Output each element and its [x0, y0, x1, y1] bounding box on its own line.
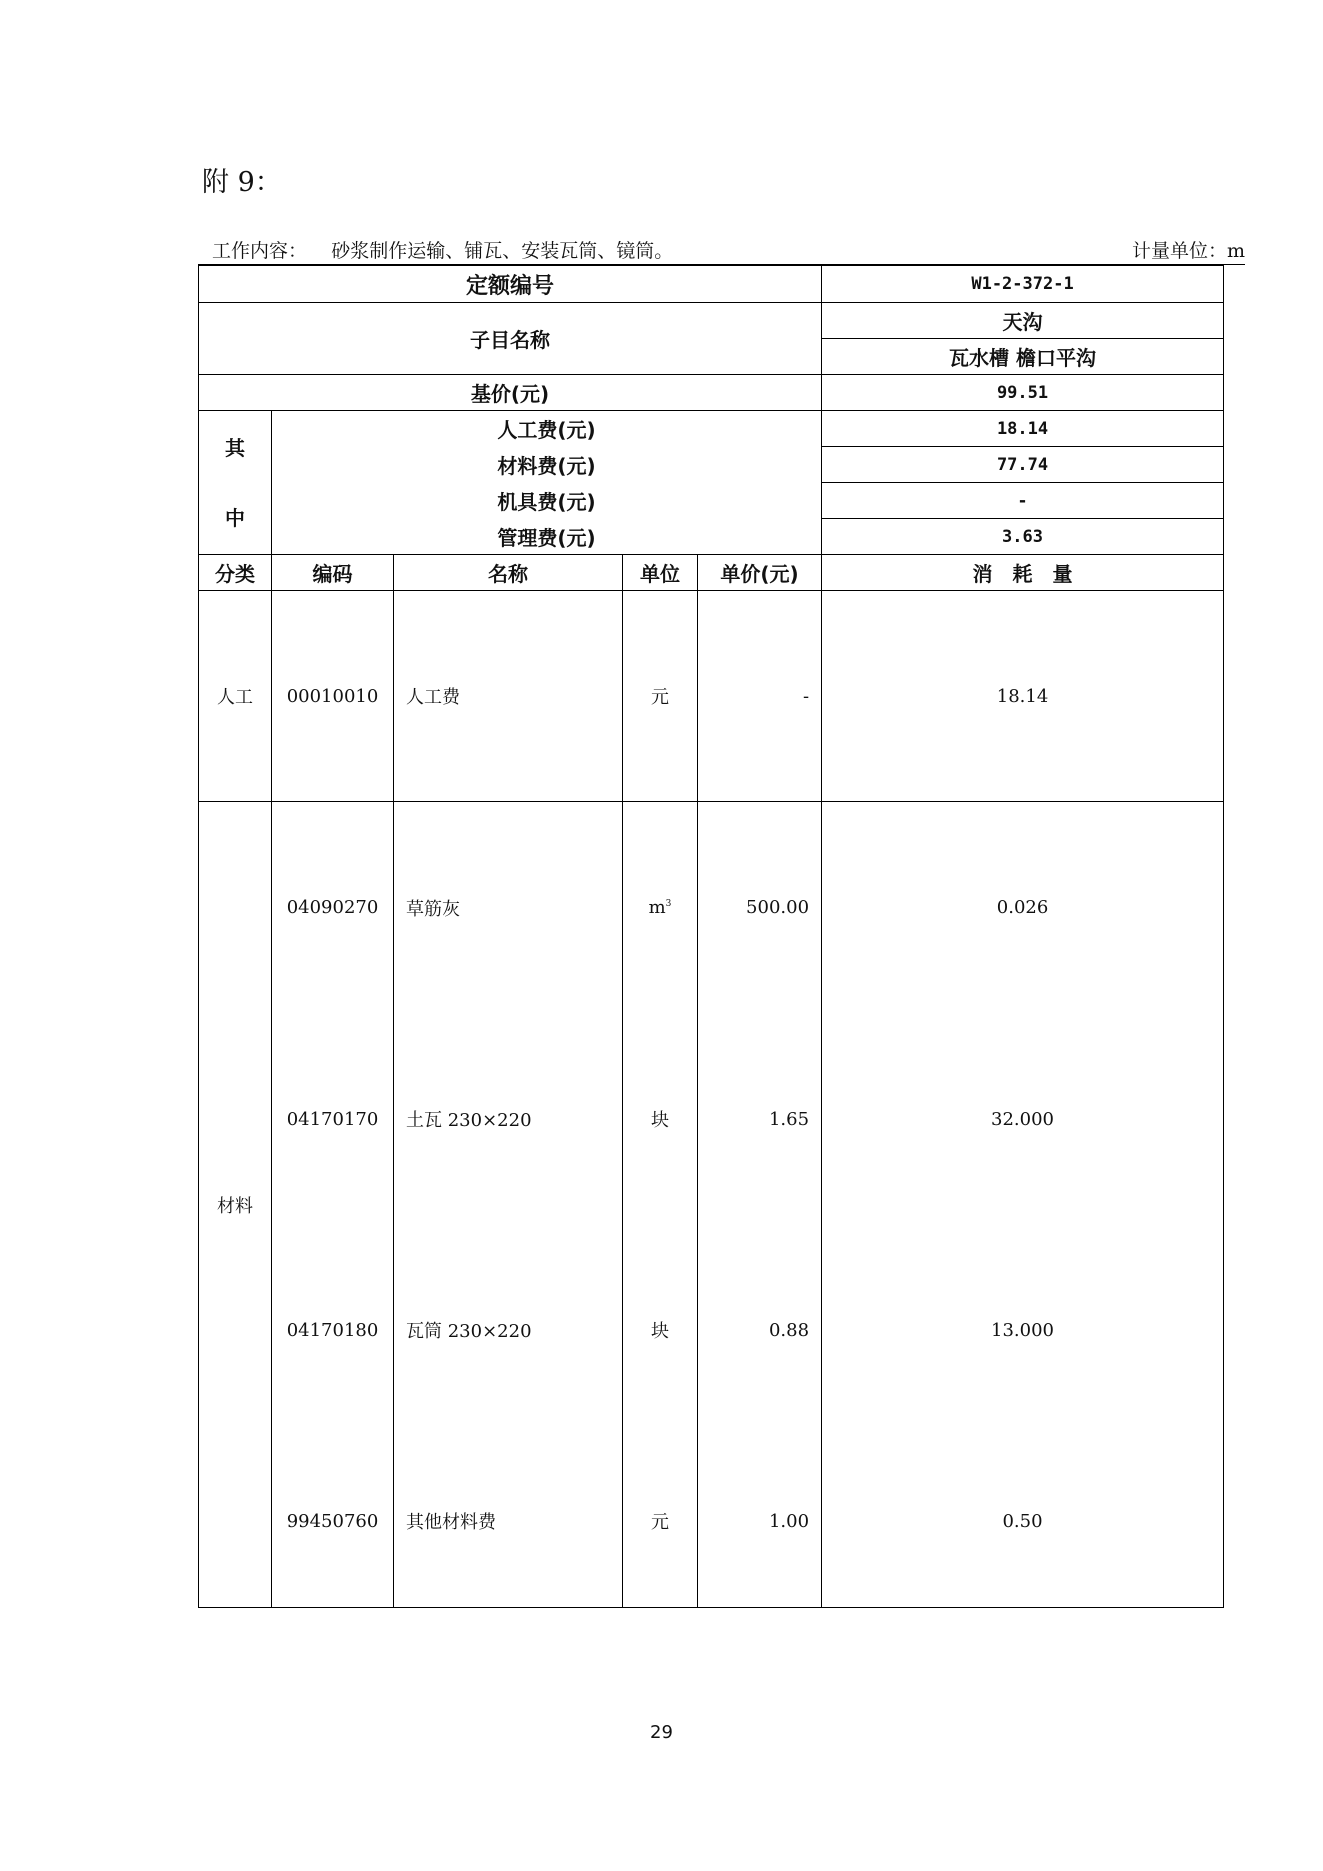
- col-code: 编码: [272, 555, 394, 591]
- col-unit-price: 单价(元): [698, 555, 822, 591]
- labor-code: 00010010: [272, 591, 394, 802]
- material-unit: 块: [623, 1014, 698, 1225]
- material-code: 99450760: [272, 1436, 394, 1608]
- material-unit: 块: [623, 1225, 698, 1436]
- among-label: [199, 411, 272, 555]
- material-consumption: 32.000: [822, 1014, 1224, 1225]
- material-unit: 元: [623, 1436, 698, 1608]
- labor-unit-price: -: [698, 591, 822, 802]
- work-content: [212, 236, 673, 263]
- material-name: 瓦筒 230×220: [394, 1225, 623, 1436]
- labor-unit: 元: [623, 591, 698, 802]
- machine-fee: -: [822, 483, 1224, 519]
- col-unit: 单位: [623, 555, 698, 591]
- material-name: 土瓦 230×220: [394, 1014, 623, 1225]
- material-consumption: 13.000: [822, 1225, 1224, 1436]
- among-label-2: 中: [225, 505, 245, 530]
- mgmt-fee: 3.63: [822, 519, 1224, 555]
- labor-name: 人工费: [394, 591, 623, 802]
- quota-no: W1-2-372-1: [822, 266, 1224, 303]
- item-name-1: 天沟: [822, 303, 1224, 339]
- labor-fee-label: 人工费(元): [272, 411, 822, 447]
- material-unit-price: 1.65: [698, 1014, 822, 1225]
- col-name: 名称: [394, 555, 623, 591]
- table-row-material: [199, 802, 1224, 1014]
- work-content-text: 砂浆制作运输、铺瓦、安装瓦筒、镜筒。: [331, 240, 674, 262]
- page-number: 29: [650, 1722, 673, 1743]
- material-code: 04170180: [272, 1225, 394, 1436]
- col-consumption: 消 耗 量: [822, 555, 1224, 591]
- material-code: 04170170: [272, 1014, 394, 1225]
- material-unit: [623, 802, 698, 1014]
- material-unit-sup: 3: [665, 899, 672, 910]
- material-consumption: 0.50: [822, 1436, 1224, 1608]
- material-fee: 77.74: [822, 447, 1224, 483]
- quota-no-label: 定额编号: [199, 266, 822, 303]
- among-label-1: 其: [225, 435, 245, 460]
- material-unit-price: 1.00: [698, 1436, 822, 1608]
- item-name-label: 子目名称: [199, 303, 822, 375]
- material-unit-base: m: [648, 897, 666, 919]
- labor-consumption: 18.14: [822, 591, 1224, 802]
- table-row-material: [199, 1225, 1224, 1436]
- base-price: 99.51: [822, 375, 1224, 411]
- machine-fee-label: 机具费(元): [272, 483, 822, 519]
- item-name-2: 瓦水槽 檐口平沟: [822, 339, 1224, 375]
- material-unit-price: 0.88: [698, 1225, 822, 1436]
- col-category: 分类: [199, 555, 272, 591]
- appendix-label: 附 9：: [202, 167, 282, 198]
- table-row-material: [199, 1014, 1224, 1225]
- mgmt-fee-label: 管理费(元): [272, 519, 822, 555]
- material-unit-price: 500.00: [698, 802, 822, 1014]
- materials-category: 材料: [199, 802, 272, 1608]
- material-code: 04090270: [272, 802, 394, 1014]
- work-content-label: 工作内容：: [212, 240, 308, 262]
- material-name: 其他材料费: [394, 1436, 623, 1608]
- table-row-material: [199, 1436, 1224, 1608]
- labor-category: 人工: [199, 591, 272, 802]
- labor-fee: 18.14: [822, 411, 1224, 447]
- table-row-labor: [199, 591, 1224, 802]
- material-fee-label: 材料费(元): [272, 447, 822, 483]
- unit-label: 计量单位：m: [1131, 240, 1245, 262]
- base-price-label: 基价(元): [199, 375, 822, 411]
- quota-table: [198, 265, 1224, 1608]
- material-name: 草筋灰: [394, 802, 623, 1014]
- material-consumption: 0.026: [822, 802, 1224, 1014]
